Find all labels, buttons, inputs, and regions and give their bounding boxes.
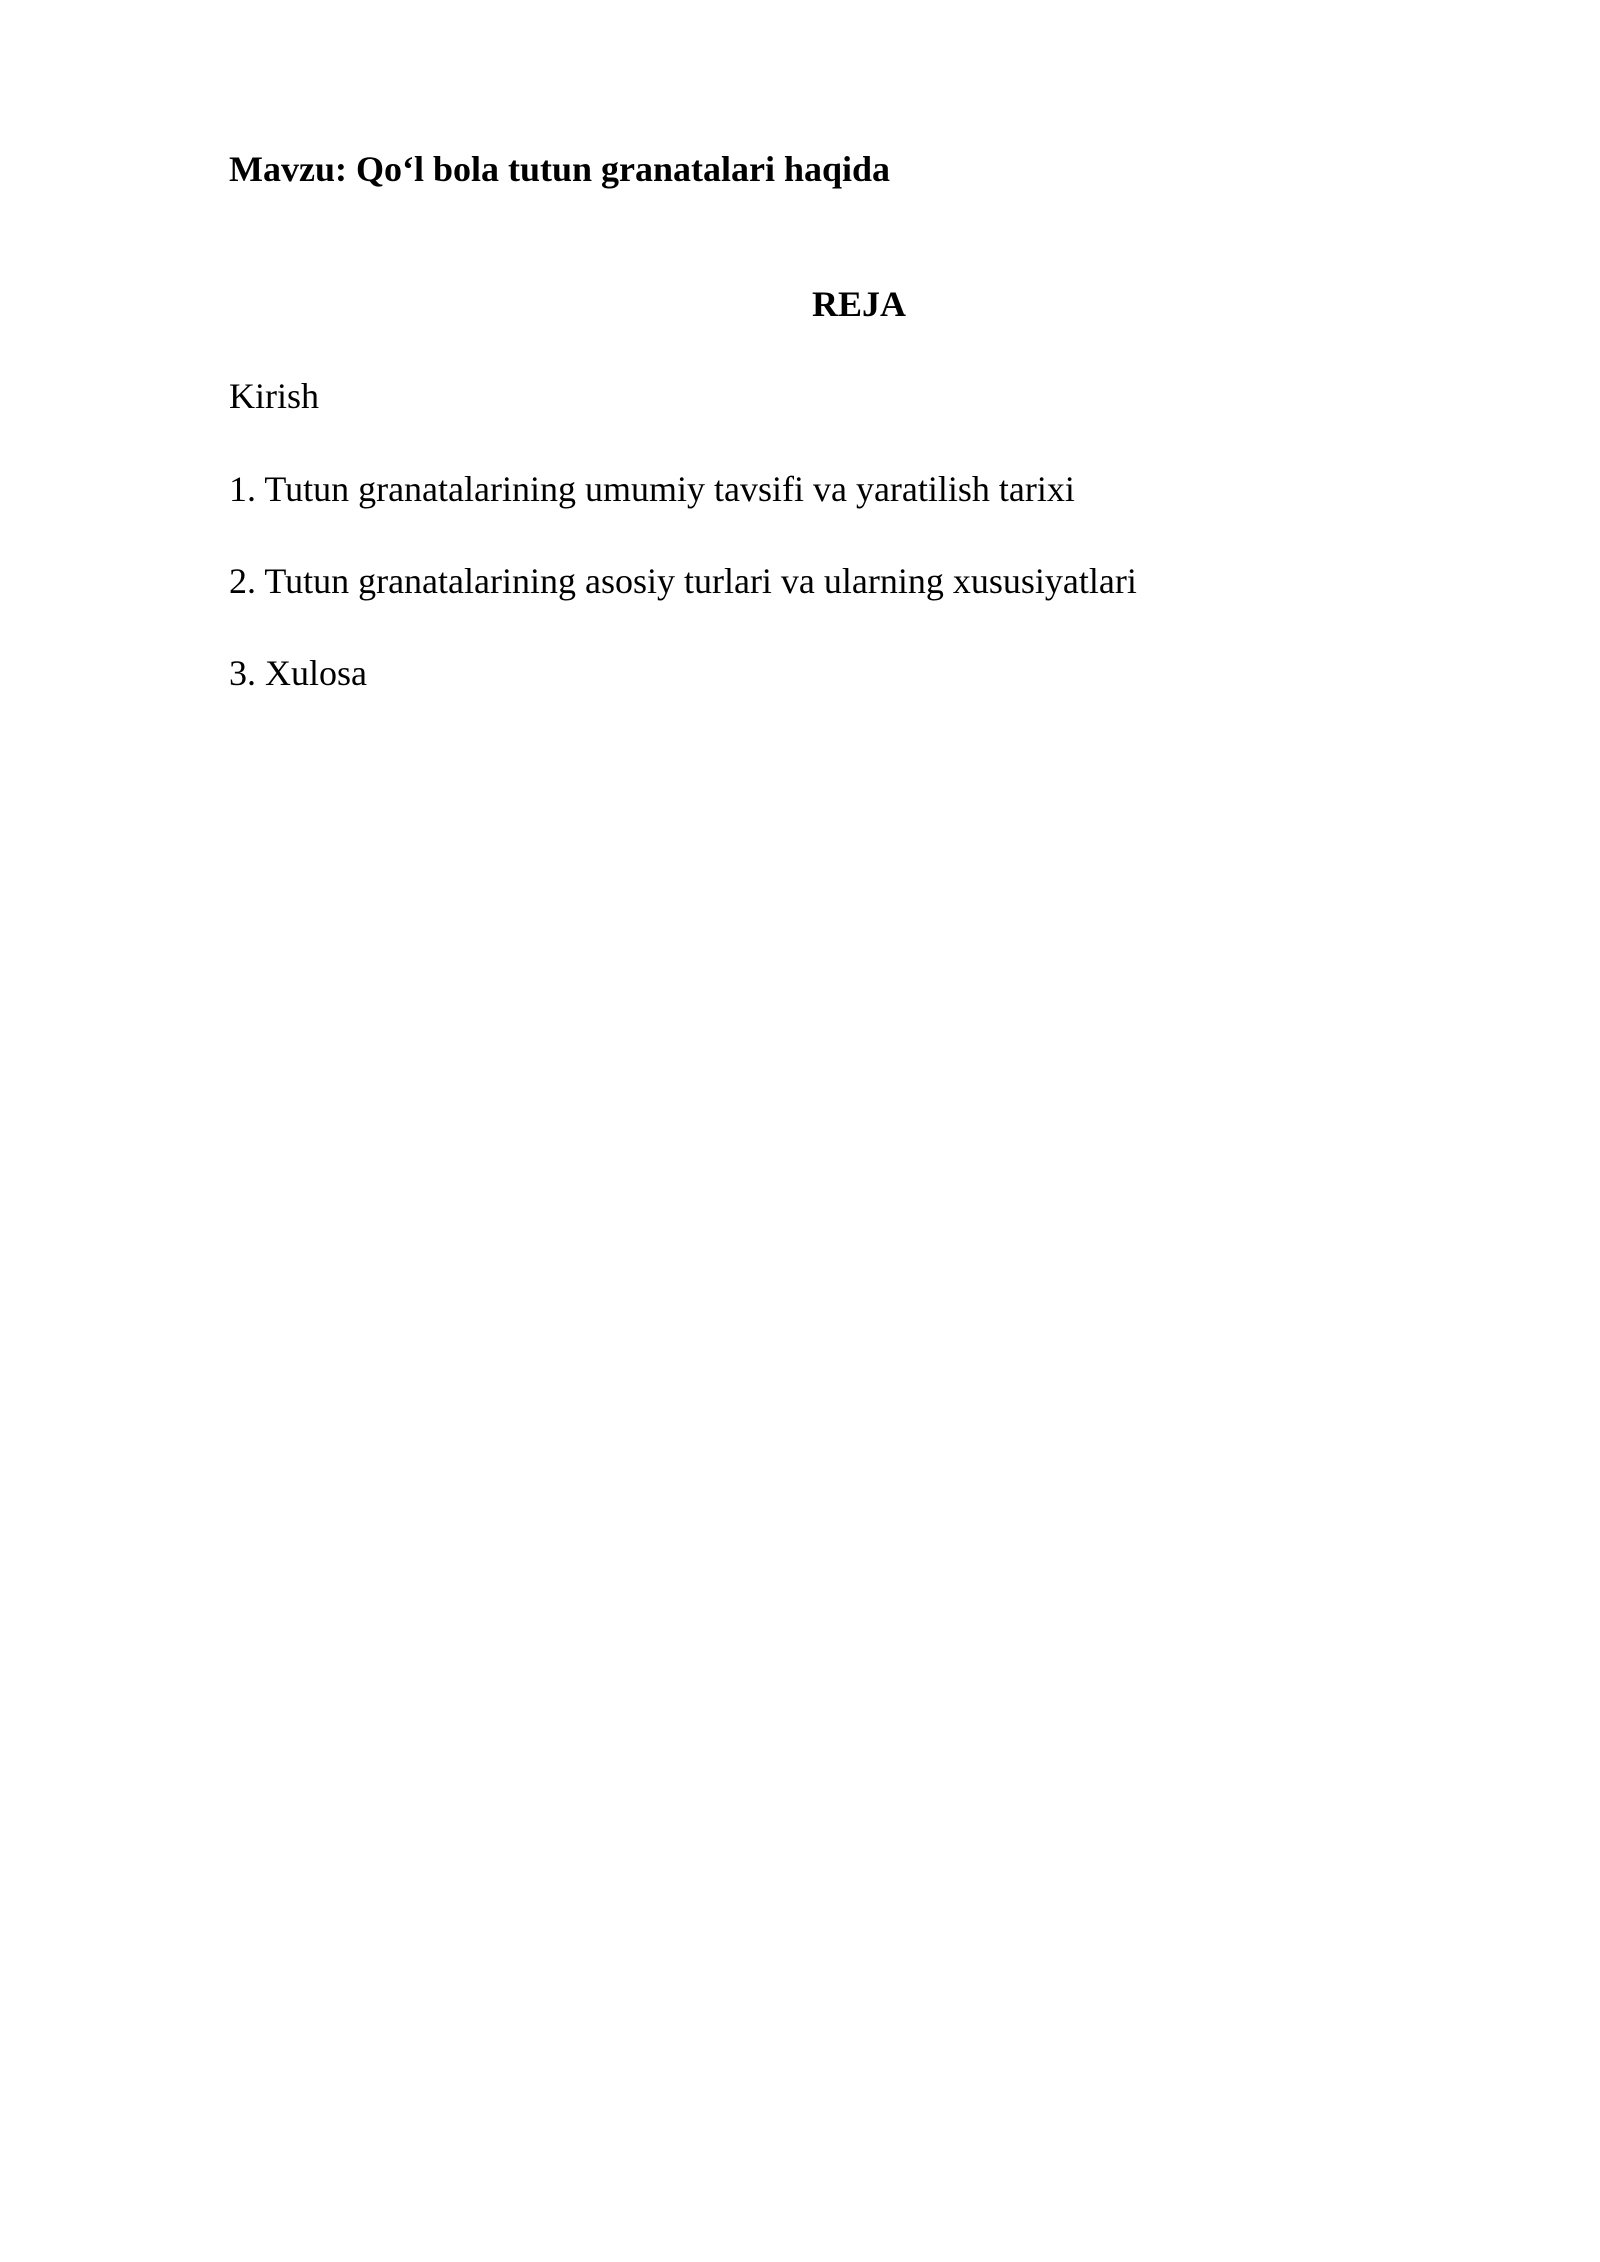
- topic-title: Mavzu: Qo‘l bola tutun granatalari haqida: [229, 149, 891, 189]
- plan-item-1: 1. Tutun granatalarining umumiy tavsifi va yaratilish tarixi: [229, 469, 1075, 509]
- plan-item-conclusion: 3. Xulosa: [229, 653, 367, 693]
- plan-heading: REJA: [811, 284, 906, 324]
- plan-item-2: 2. Tutun granatalarining asosiy turlari va ularning xususiyatlari: [229, 561, 1137, 601]
- plan-item-introduction: Kirish: [229, 376, 319, 416]
